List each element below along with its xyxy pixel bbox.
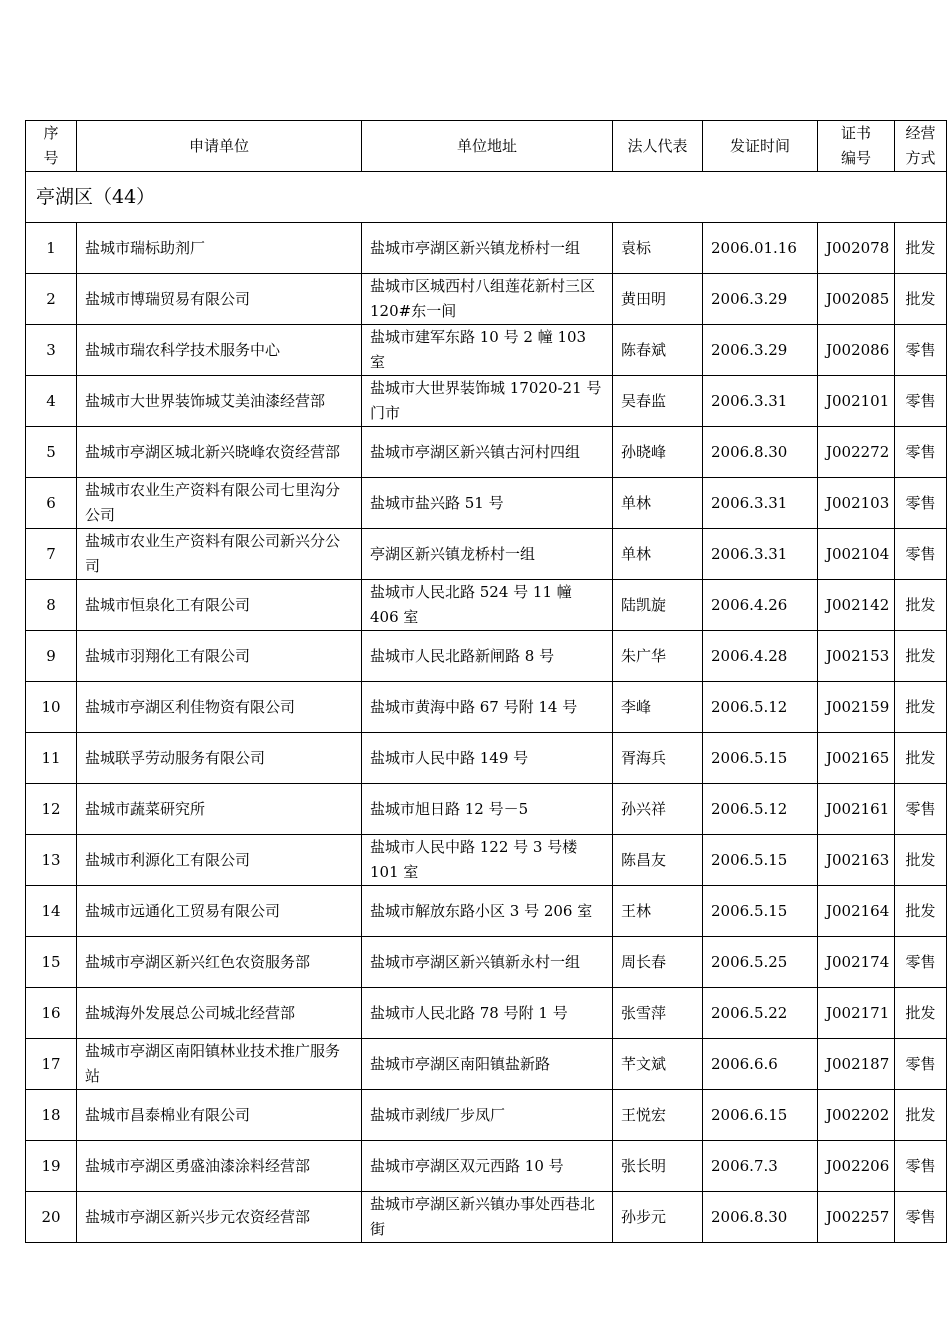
- cell-address: 盐城市亭湖区新兴镇新永村一组: [362, 937, 613, 988]
- cell-issue-date: 2006.3.31: [703, 376, 818, 427]
- cell-business-type: 零售: [895, 376, 947, 427]
- cell-issue-date: 2006.5.22: [703, 988, 818, 1039]
- header-address: 单位地址: [362, 121, 613, 172]
- cell-no: 1: [26, 223, 77, 274]
- cell-issue-date: 2006.7.3: [703, 1141, 818, 1192]
- cell-cert-no: J002257: [818, 1192, 895, 1243]
- cell-business-type: 批发: [895, 886, 947, 937]
- cell-business-type: 批发: [895, 274, 947, 325]
- cell-issue-date: 2006.4.26: [703, 580, 818, 631]
- cell-applicant: 盐城市农业生产资料有限公司新兴分公司: [77, 529, 362, 580]
- table-row: [26, 937, 947, 988]
- table-row: [26, 988, 947, 1039]
- cell-issue-date: 2006.3.29: [703, 274, 818, 325]
- cell-legal-rep: 单林: [613, 478, 703, 529]
- cell-cert-no: J002164: [818, 886, 895, 937]
- table-row: [26, 784, 947, 835]
- cell-business-type: 批发: [895, 835, 947, 886]
- cell-no: 13: [26, 835, 77, 886]
- cell-legal-rep: 王林: [613, 886, 703, 937]
- cell-issue-date: 2006.5.15: [703, 886, 818, 937]
- cell-no: 18: [26, 1090, 77, 1141]
- table-row: [26, 1090, 947, 1141]
- table-row: [26, 835, 947, 886]
- cell-business-type: 批发: [895, 223, 947, 274]
- cell-cert-no: J002159: [818, 682, 895, 733]
- cell-address: 盐城市区城西村八组莲花新村三区 120#东一间: [362, 274, 613, 325]
- table-row: [26, 1141, 947, 1192]
- cell-business-type: 零售: [895, 325, 947, 376]
- cell-issue-date: 2006.6.6: [703, 1039, 818, 1090]
- cell-business-type: 零售: [895, 1039, 947, 1090]
- cell-no: 5: [26, 427, 77, 478]
- cell-legal-rep: 孙兴祥: [613, 784, 703, 835]
- table-row: [26, 631, 947, 682]
- table-row: [26, 886, 947, 937]
- cell-address: 盐城市人民北路 524 号 11 幢 406 室: [362, 580, 613, 631]
- cell-no: 9: [26, 631, 77, 682]
- cell-legal-rep: 王悦宏: [613, 1090, 703, 1141]
- cell-issue-date: 2006.8.30: [703, 427, 818, 478]
- cell-issue-date: 2006.5.12: [703, 682, 818, 733]
- cell-issue-date: 2006.5.15: [703, 733, 818, 784]
- cell-business-type: 批发: [895, 733, 947, 784]
- cell-applicant: 盐城联孚劳动服务有限公司: [77, 733, 362, 784]
- cell-no: 19: [26, 1141, 77, 1192]
- cell-legal-rep: 朱广华: [613, 631, 703, 682]
- cell-address: 盐城市人民中路 122 号 3 号楼 101 室: [362, 835, 613, 886]
- cell-legal-rep: 陈春斌: [613, 325, 703, 376]
- cell-issue-date: 2006.5.25: [703, 937, 818, 988]
- table-row: [26, 478, 947, 529]
- cell-business-type: 批发: [895, 1090, 947, 1141]
- cell-issue-date: 2006.01.16: [703, 223, 818, 274]
- cell-cert-no: J002101: [818, 376, 895, 427]
- cell-address: 盐城市亭湖区新兴镇龙桥村一组: [362, 223, 613, 274]
- cell-address: 盐城市剥绒厂步凤厂: [362, 1090, 613, 1141]
- cell-applicant: 盐城市利源化工有限公司: [77, 835, 362, 886]
- table-row: [26, 1192, 947, 1243]
- table-row: [26, 376, 947, 427]
- cell-applicant: 盐城市瑞农科学技术服务中心: [77, 325, 362, 376]
- cell-address: 盐城市大世界装饰城 17020-21 号门市: [362, 376, 613, 427]
- cell-legal-rep: 单林: [613, 529, 703, 580]
- cell-cert-no: J002078: [818, 223, 895, 274]
- cell-applicant: 盐城市亭湖区勇盛油漆涂料经营部: [77, 1141, 362, 1192]
- cell-no: 7: [26, 529, 77, 580]
- cell-legal-rep: 周长春: [613, 937, 703, 988]
- cell-applicant: 盐城市亭湖区新兴红色农资服务部: [77, 937, 362, 988]
- cell-no: 6: [26, 478, 77, 529]
- cell-no: 11: [26, 733, 77, 784]
- cell-applicant: 盐城市远通化工贸易有限公司: [77, 886, 362, 937]
- cell-cert-no: J002103: [818, 478, 895, 529]
- license-table: [25, 120, 947, 1243]
- cell-applicant: 盐城市农业生产资料有限公司七里沟分公司: [77, 478, 362, 529]
- cell-applicant: 盐城市博瑞贸易有限公司: [77, 274, 362, 325]
- cell-issue-date: 2006.5.15: [703, 835, 818, 886]
- cell-applicant: 盐城市亭湖区南阳镇林业技术推广服务站: [77, 1039, 362, 1090]
- cell-no: 20: [26, 1192, 77, 1243]
- header-cert-no: 证书 编号: [818, 121, 895, 172]
- cell-address: 盐城市人民中路 149 号: [362, 733, 613, 784]
- cell-legal-rep: 胥海兵: [613, 733, 703, 784]
- header-issue-date: 发证时间: [703, 121, 818, 172]
- cell-address: 盐城市人民北路新闸路 8 号: [362, 631, 613, 682]
- cell-cert-no: J002206: [818, 1141, 895, 1192]
- cell-applicant: 盐城市恒泉化工有限公司: [77, 580, 362, 631]
- cell-issue-date: 2006.3.31: [703, 529, 818, 580]
- table-row: [26, 274, 947, 325]
- cell-applicant: 盐城市亭湖区新兴步元农资经营部: [77, 1192, 362, 1243]
- cell-cert-no: J002153: [818, 631, 895, 682]
- cell-address: 盐城市人民北路 78 号附 1 号: [362, 988, 613, 1039]
- cell-no: 14: [26, 886, 77, 937]
- header-no: 序 号: [26, 121, 77, 172]
- cell-business-type: 零售: [895, 427, 947, 478]
- cell-business-type: 零售: [895, 529, 947, 580]
- cell-address: 盐城市亭湖区新兴镇古河村四组: [362, 427, 613, 478]
- table-row: [26, 223, 947, 274]
- cell-applicant: 盐城市大世界装饰城艾美油漆经营部: [77, 376, 362, 427]
- cell-cert-no: J002104: [818, 529, 895, 580]
- cell-address: 盐城市旭日路 12 号－5: [362, 784, 613, 835]
- header-business-type: 经营 方式: [895, 121, 947, 172]
- district-row: [26, 172, 947, 223]
- cell-legal-rep: 孙晓峰: [613, 427, 703, 478]
- cell-address: 盐城市盐兴路 51 号: [362, 478, 613, 529]
- district-label: 亭湖区（44）: [26, 172, 947, 223]
- cell-legal-rep: 袁标: [613, 223, 703, 274]
- cell-legal-rep: 陈昌友: [613, 835, 703, 886]
- cell-cert-no: J002163: [818, 835, 895, 886]
- table-row: [26, 1039, 947, 1090]
- cell-cert-no: J002142: [818, 580, 895, 631]
- cell-business-type: 批发: [895, 682, 947, 733]
- cell-business-type: 零售: [895, 1192, 947, 1243]
- cell-issue-date: 2006.4.28: [703, 631, 818, 682]
- cell-cert-no: J002086: [818, 325, 895, 376]
- cell-applicant: 盐城市瑞标助剂厂: [77, 223, 362, 274]
- cell-issue-date: 2006.6.15: [703, 1090, 818, 1141]
- cell-applicant: 盐城海外发展总公司城北经营部: [77, 988, 362, 1039]
- cell-business-type: 零售: [895, 478, 947, 529]
- cell-applicant: 盐城市昌泰棉业有限公司: [77, 1090, 362, 1141]
- cell-no: 3: [26, 325, 77, 376]
- cell-legal-rep: 张雪萍: [613, 988, 703, 1039]
- table-row: [26, 682, 947, 733]
- cell-no: 17: [26, 1039, 77, 1090]
- cell-legal-rep: 黄田明: [613, 274, 703, 325]
- cell-applicant: 盐城市蔬菜研究所: [77, 784, 362, 835]
- cell-address: 盐城市亭湖区新兴镇办事处西巷北街: [362, 1192, 613, 1243]
- cell-business-type: 零售: [895, 784, 947, 835]
- cell-no: 15: [26, 937, 77, 988]
- cell-legal-rep: 芊文斌: [613, 1039, 703, 1090]
- cell-no: 2: [26, 274, 77, 325]
- table-row: [26, 427, 947, 478]
- cell-cert-no: J002085: [818, 274, 895, 325]
- cell-cert-no: J002202: [818, 1090, 895, 1141]
- cell-issue-date: 2006.3.29: [703, 325, 818, 376]
- cell-applicant: 盐城市亭湖区城北新兴晓峰农资经营部: [77, 427, 362, 478]
- table-row: [26, 733, 947, 784]
- cell-legal-rep: 孙步元: [613, 1192, 703, 1243]
- cell-address: 盐城市亭湖区南阳镇盐新路: [362, 1039, 613, 1090]
- cell-business-type: 零售: [895, 1141, 947, 1192]
- cell-applicant: 盐城市亭湖区利佳物资有限公司: [77, 682, 362, 733]
- cell-business-type: 零售: [895, 937, 947, 988]
- header-applicant: 申请单位: [77, 121, 362, 172]
- cell-legal-rep: 李峰: [613, 682, 703, 733]
- cell-address: 盐城市解放东路小区 3 号 206 室: [362, 886, 613, 937]
- cell-business-type: 批发: [895, 988, 947, 1039]
- cell-address: 盐城市黄海中路 67 号附 14 号: [362, 682, 613, 733]
- cell-cert-no: J002171: [818, 988, 895, 1039]
- cell-no: 10: [26, 682, 77, 733]
- table-row: [26, 529, 947, 580]
- cell-no: 4: [26, 376, 77, 427]
- cell-business-type: 批发: [895, 580, 947, 631]
- cell-no: 12: [26, 784, 77, 835]
- cell-legal-rep: 张长明: [613, 1141, 703, 1192]
- cell-cert-no: J002272: [818, 427, 895, 478]
- cell-legal-rep: 陆凯旋: [613, 580, 703, 631]
- cell-applicant: 盐城市羽翔化工有限公司: [77, 631, 362, 682]
- cell-cert-no: J002165: [818, 733, 895, 784]
- header-legal-rep: 法人代表: [613, 121, 703, 172]
- cell-issue-date: 2006.5.12: [703, 784, 818, 835]
- cell-address: 亭湖区新兴镇龙桥村一组: [362, 529, 613, 580]
- cell-cert-no: J002187: [818, 1039, 895, 1090]
- header-row: [26, 121, 947, 172]
- table-row: [26, 325, 947, 376]
- cell-business-type: 批发: [895, 631, 947, 682]
- cell-no: 8: [26, 580, 77, 631]
- table-row: [26, 580, 947, 631]
- cell-address: 盐城市亭湖区双元西路 10 号: [362, 1141, 613, 1192]
- cell-address: 盐城市建军东路 10 号 2 幢 103 室: [362, 325, 613, 376]
- cell-issue-date: 2006.8.30: [703, 1192, 818, 1243]
- cell-cert-no: J002161: [818, 784, 895, 835]
- cell-no: 16: [26, 988, 77, 1039]
- cell-issue-date: 2006.3.31: [703, 478, 818, 529]
- cell-legal-rep: 吴春监: [613, 376, 703, 427]
- cell-cert-no: J002174: [818, 937, 895, 988]
